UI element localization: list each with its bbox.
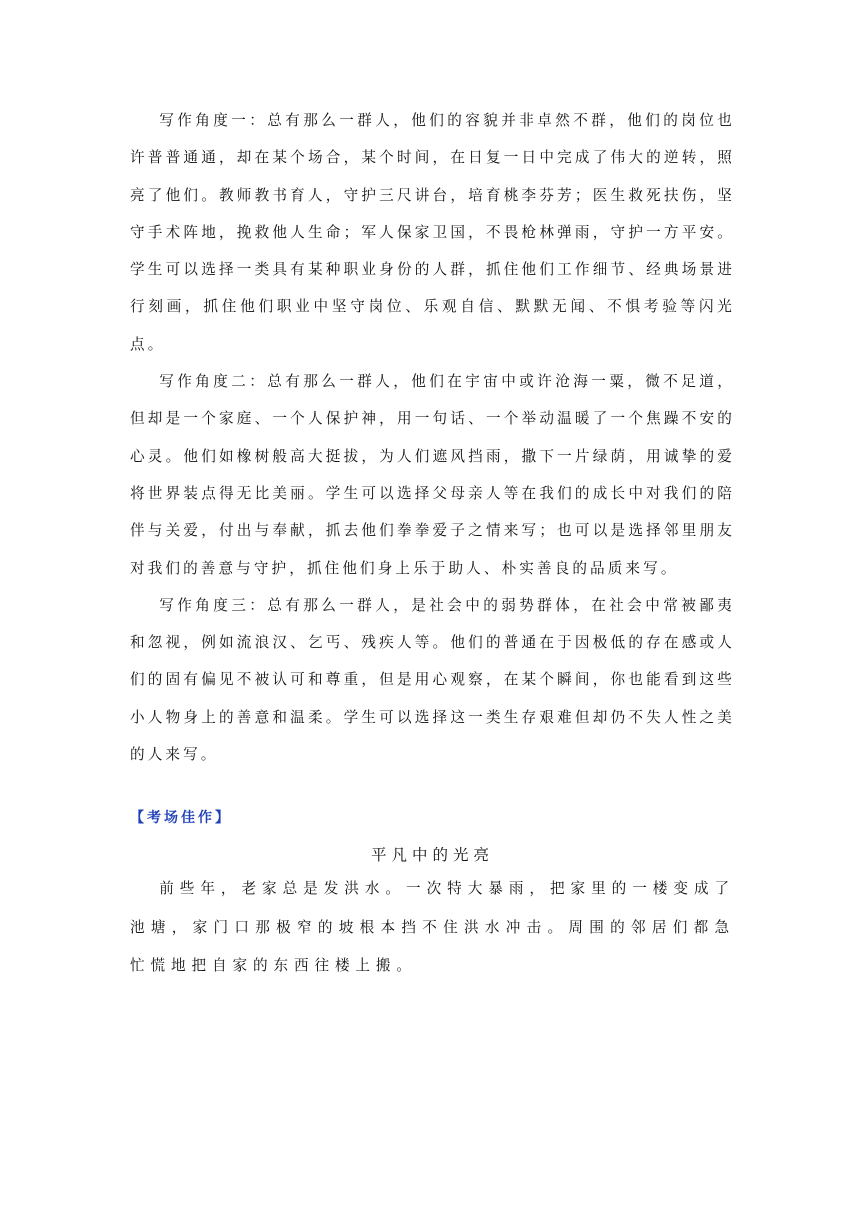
essay-title: 平凡中的光亮 <box>370 846 494 865</box>
document-content <box>130 102 735 986</box>
writing-angle-one-paragraph: 写作角度一：总有那么一群人，他们的容貌并非卓然不群，他们的岗位也许普普通通，却在某个场合，某个时间，在日复一日中完成了伟大的逆转，照亮了他们。教师教书育人，守护三尺讲台，培育桃李芬芳；医生救死扶伤，坚守手术阵地，挽救他人生命；军人保家卫国，不畏枪林弹雨，守护一方平安。学生可以选择一类具有某种职业身份的人群，抓住他们工作细节、经典场景进行刻画，抓住他们职业中坚守岗位、乐观自信、默默无闻、不惧考验等闪光点。 <box>130 112 735 353</box>
section-label: 【考场佳作】 <box>130 810 232 827</box>
essay-paragraph: 前些年，老家总是发洪水。一次特大暴雨，把家里的一楼变成了池塘，家门口那极窄的坡根本挡不住洪水冲击。周围的邻居们都急忙慌地把自家的东西往楼上搬。 <box>130 880 735 975</box>
writing-angle-two-paragraph: 写作角度二：总有那么一群人，他们在宇宙中或许沧海一粟，微不足道，但却是一个家庭、一个人保护神，用一句话、一个举动温暖了一个焦躁不安的心灵。他们如橡树般高大挺拔，为人们遮风挡雨，撒下一片绿荫，用诚挚的爱将世界装点得无比美丽。学生可以选择父母亲人等在我们的成长中对我们的陪伴与关爱，付出与奉献，抓去他们拳拳爱子之情来写；也可以是选择邻里朋友对我们的善意与守护，抓住他们身上乐于助人、朴实善良的品质来写。 <box>130 373 735 577</box>
writing-angle-three-paragraph: 写作角度三：总有那么一群人，是社会中的弱势群体，在社会中常被鄙夷和忽视，例如流浪汉、乞丐、残疾人等。他们的普通在于因极低的存在感或人们的固有偏见不被认可和尊重，但是用心观察，在某个瞬间，你也能看到这些小人物身上的善意和温柔。学生可以选择这一类生存艰难但却仍不失人性之美的人来写。 <box>130 596 735 764</box>
